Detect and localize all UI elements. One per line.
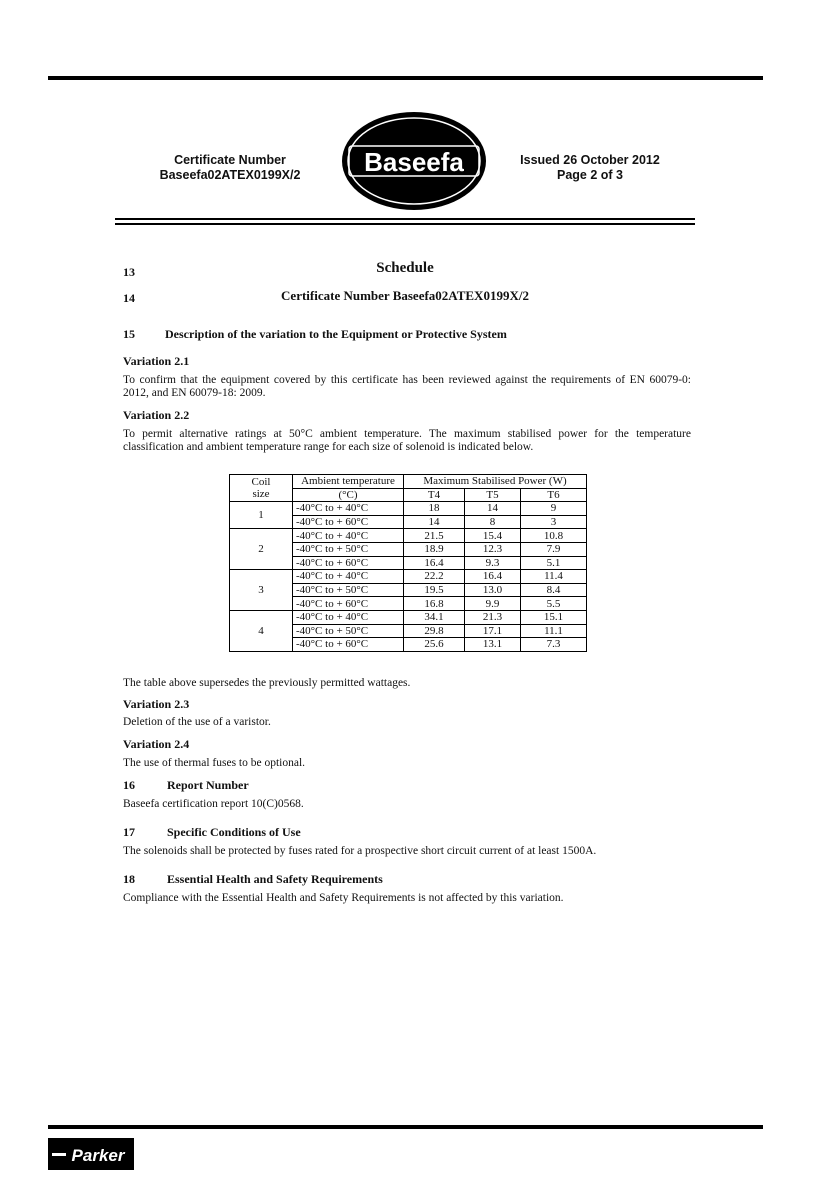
section-18-heading: Essential Health and Safety Requirements	[167, 872, 383, 886]
t5-cell: 13.0	[465, 583, 521, 597]
max-power-header: Maximum Stabilised Power (W)	[404, 475, 587, 489]
t4-header: T4	[404, 488, 465, 502]
ambient-unit-header: (°C)	[293, 488, 404, 502]
table-row	[230, 570, 587, 584]
bottom-rule	[48, 1125, 763, 1129]
variation-2-2-text: To permit alternative ratings at 50°C ambient temperature. The maximum stabilised power for the temperature classification and ambient temperature range for each size of solenoid is indicated below.	[123, 428, 691, 453]
section-number-17: 17	[123, 825, 135, 839]
section-16-text: Baseefa certification report 10(C)0568.	[123, 798, 304, 810]
t6-cell: 5.1	[521, 556, 587, 570]
t4-cell: 19.5	[404, 583, 465, 597]
variation-2-3-text: Deletion of the use of a varistor.	[123, 716, 271, 728]
issue-block	[500, 153, 680, 183]
top-rule	[48, 76, 763, 80]
table-row	[230, 502, 587, 516]
t5-cell: 8	[465, 515, 521, 529]
variation-2-3-title: Variation 2.3	[123, 697, 190, 711]
t4-cell: 16.4	[404, 556, 465, 570]
t5-cell: 15.4	[465, 529, 521, 543]
t5-cell: 13.1	[465, 638, 521, 652]
variation-2-4-text: The use of thermal fuses to be optional.	[123, 757, 306, 769]
section-16-heading: Report Number	[167, 778, 249, 792]
ambient-range-cell: -40°C to + 60°C	[293, 515, 404, 529]
ambient-range-cell: -40°C to + 60°C	[293, 597, 404, 611]
certificate-number: Baseefa02ATEX0199X/2	[159, 168, 301, 182]
certificate-label: Certificate Number	[174, 153, 286, 167]
section-17-text: The solenoids shall be protected by fuses rated for a prospective short circuit current of at least 1500A.	[123, 845, 597, 857]
issue-date: Issued 26 October 2012	[520, 153, 660, 167]
section-17-heading: Specific Conditions of Use	[167, 825, 301, 839]
power-table-wrapper	[229, 474, 587, 652]
t5-cell: 9.3	[465, 556, 521, 570]
section-number-13: 13	[123, 265, 135, 279]
t5-cell: 12.3	[465, 542, 521, 556]
coil-size-header: Coil size	[230, 475, 293, 502]
t5-cell: 16.4	[465, 570, 521, 584]
schedule-title: Schedule	[376, 260, 434, 276]
t6-cell: 15.1	[521, 610, 587, 624]
certificate-number-block	[140, 153, 320, 183]
t6-cell: 11.1	[521, 624, 587, 638]
t6-header: T6	[521, 488, 587, 502]
power-table	[229, 474, 587, 652]
ambient-header: Ambient temperature	[293, 475, 404, 489]
t4-cell: 25.6	[404, 638, 465, 652]
t5-header: T5	[465, 488, 521, 502]
coil-size-cell: 4	[230, 610, 293, 651]
t6-cell: 3	[521, 515, 587, 529]
t4-cell: 14	[404, 515, 465, 529]
coil-size-cell: 1	[230, 502, 293, 529]
variation-2-1-text: To confirm that the equipment covered by this certificate has been reviewed against the requirements of EN 60079-0: 2012, and EN 60079-18: 2009.	[123, 374, 691, 399]
t5-cell: 21.3	[465, 610, 521, 624]
t6-cell: 11.4	[521, 570, 587, 584]
coil-size-cell: 3	[230, 570, 293, 611]
variation-2-1-title: Variation 2.1	[123, 354, 190, 368]
t4-cell: 16.8	[404, 597, 465, 611]
baseefa-logo	[340, 110, 488, 212]
ambient-range-cell: -40°C to + 40°C	[293, 570, 404, 584]
t4-cell: 18	[404, 502, 465, 516]
t4-cell: 34.1	[404, 610, 465, 624]
t5-cell: 14	[465, 502, 521, 516]
ambient-range-cell: -40°C to + 50°C	[293, 542, 404, 556]
t6-cell: 7.3	[521, 638, 587, 652]
ambient-range-cell: -40°C to + 40°C	[293, 529, 404, 543]
coil-size-cell: 2	[230, 529, 293, 570]
table-supersede-note: The table above supersedes the previously permitted wattages.	[123, 677, 411, 689]
table-row	[230, 610, 587, 624]
ambient-range-cell: -40°C to + 60°C	[293, 638, 404, 652]
ambient-range-cell: -40°C to + 40°C	[293, 610, 404, 624]
parker-logo	[48, 1138, 134, 1170]
section-18-text: Compliance with the Essential Health and Safety Requirements is not affected by this variation.	[123, 892, 564, 904]
t4-cell: 29.8	[404, 624, 465, 638]
section-15-heading: Description of the variation to the Equipment or Protective System	[165, 327, 507, 341]
section-number-15: 15	[123, 327, 135, 341]
section-number-14: 14	[123, 291, 135, 305]
ambient-range-cell: -40°C to + 50°C	[293, 624, 404, 638]
t6-cell: 5.5	[521, 597, 587, 611]
section-number-18: 18	[123, 872, 135, 886]
t6-cell: 9	[521, 502, 587, 516]
parker-logo-text: Parker	[71, 1146, 125, 1165]
t5-cell: 17.1	[465, 624, 521, 638]
section-number-16: 16	[123, 778, 135, 792]
ambient-range-cell: -40°C to + 60°C	[293, 556, 404, 570]
t4-cell: 21.5	[404, 529, 465, 543]
ambient-range-cell: -40°C to + 40°C	[293, 502, 404, 516]
variation-2-2-title: Variation 2.2	[123, 408, 190, 422]
logo-text: Baseefa	[364, 147, 464, 177]
t6-cell: 10.8	[521, 529, 587, 543]
t6-cell: 7.9	[521, 542, 587, 556]
page-indicator: Page 2 of 3	[557, 168, 623, 182]
header-rule-lower	[115, 223, 695, 225]
ambient-range-cell: -40°C to + 50°C	[293, 583, 404, 597]
t6-cell: 8.4	[521, 583, 587, 597]
t4-cell: 22.2	[404, 570, 465, 584]
t5-cell: 9.9	[465, 597, 521, 611]
variation-2-4-title: Variation 2.4	[123, 737, 190, 751]
table-row	[230, 529, 587, 543]
schedule-certificate-number: Certificate Number Baseefa02ATEX0199X/2	[281, 288, 529, 303]
header-rule-upper	[115, 218, 695, 220]
t4-cell: 18.9	[404, 542, 465, 556]
